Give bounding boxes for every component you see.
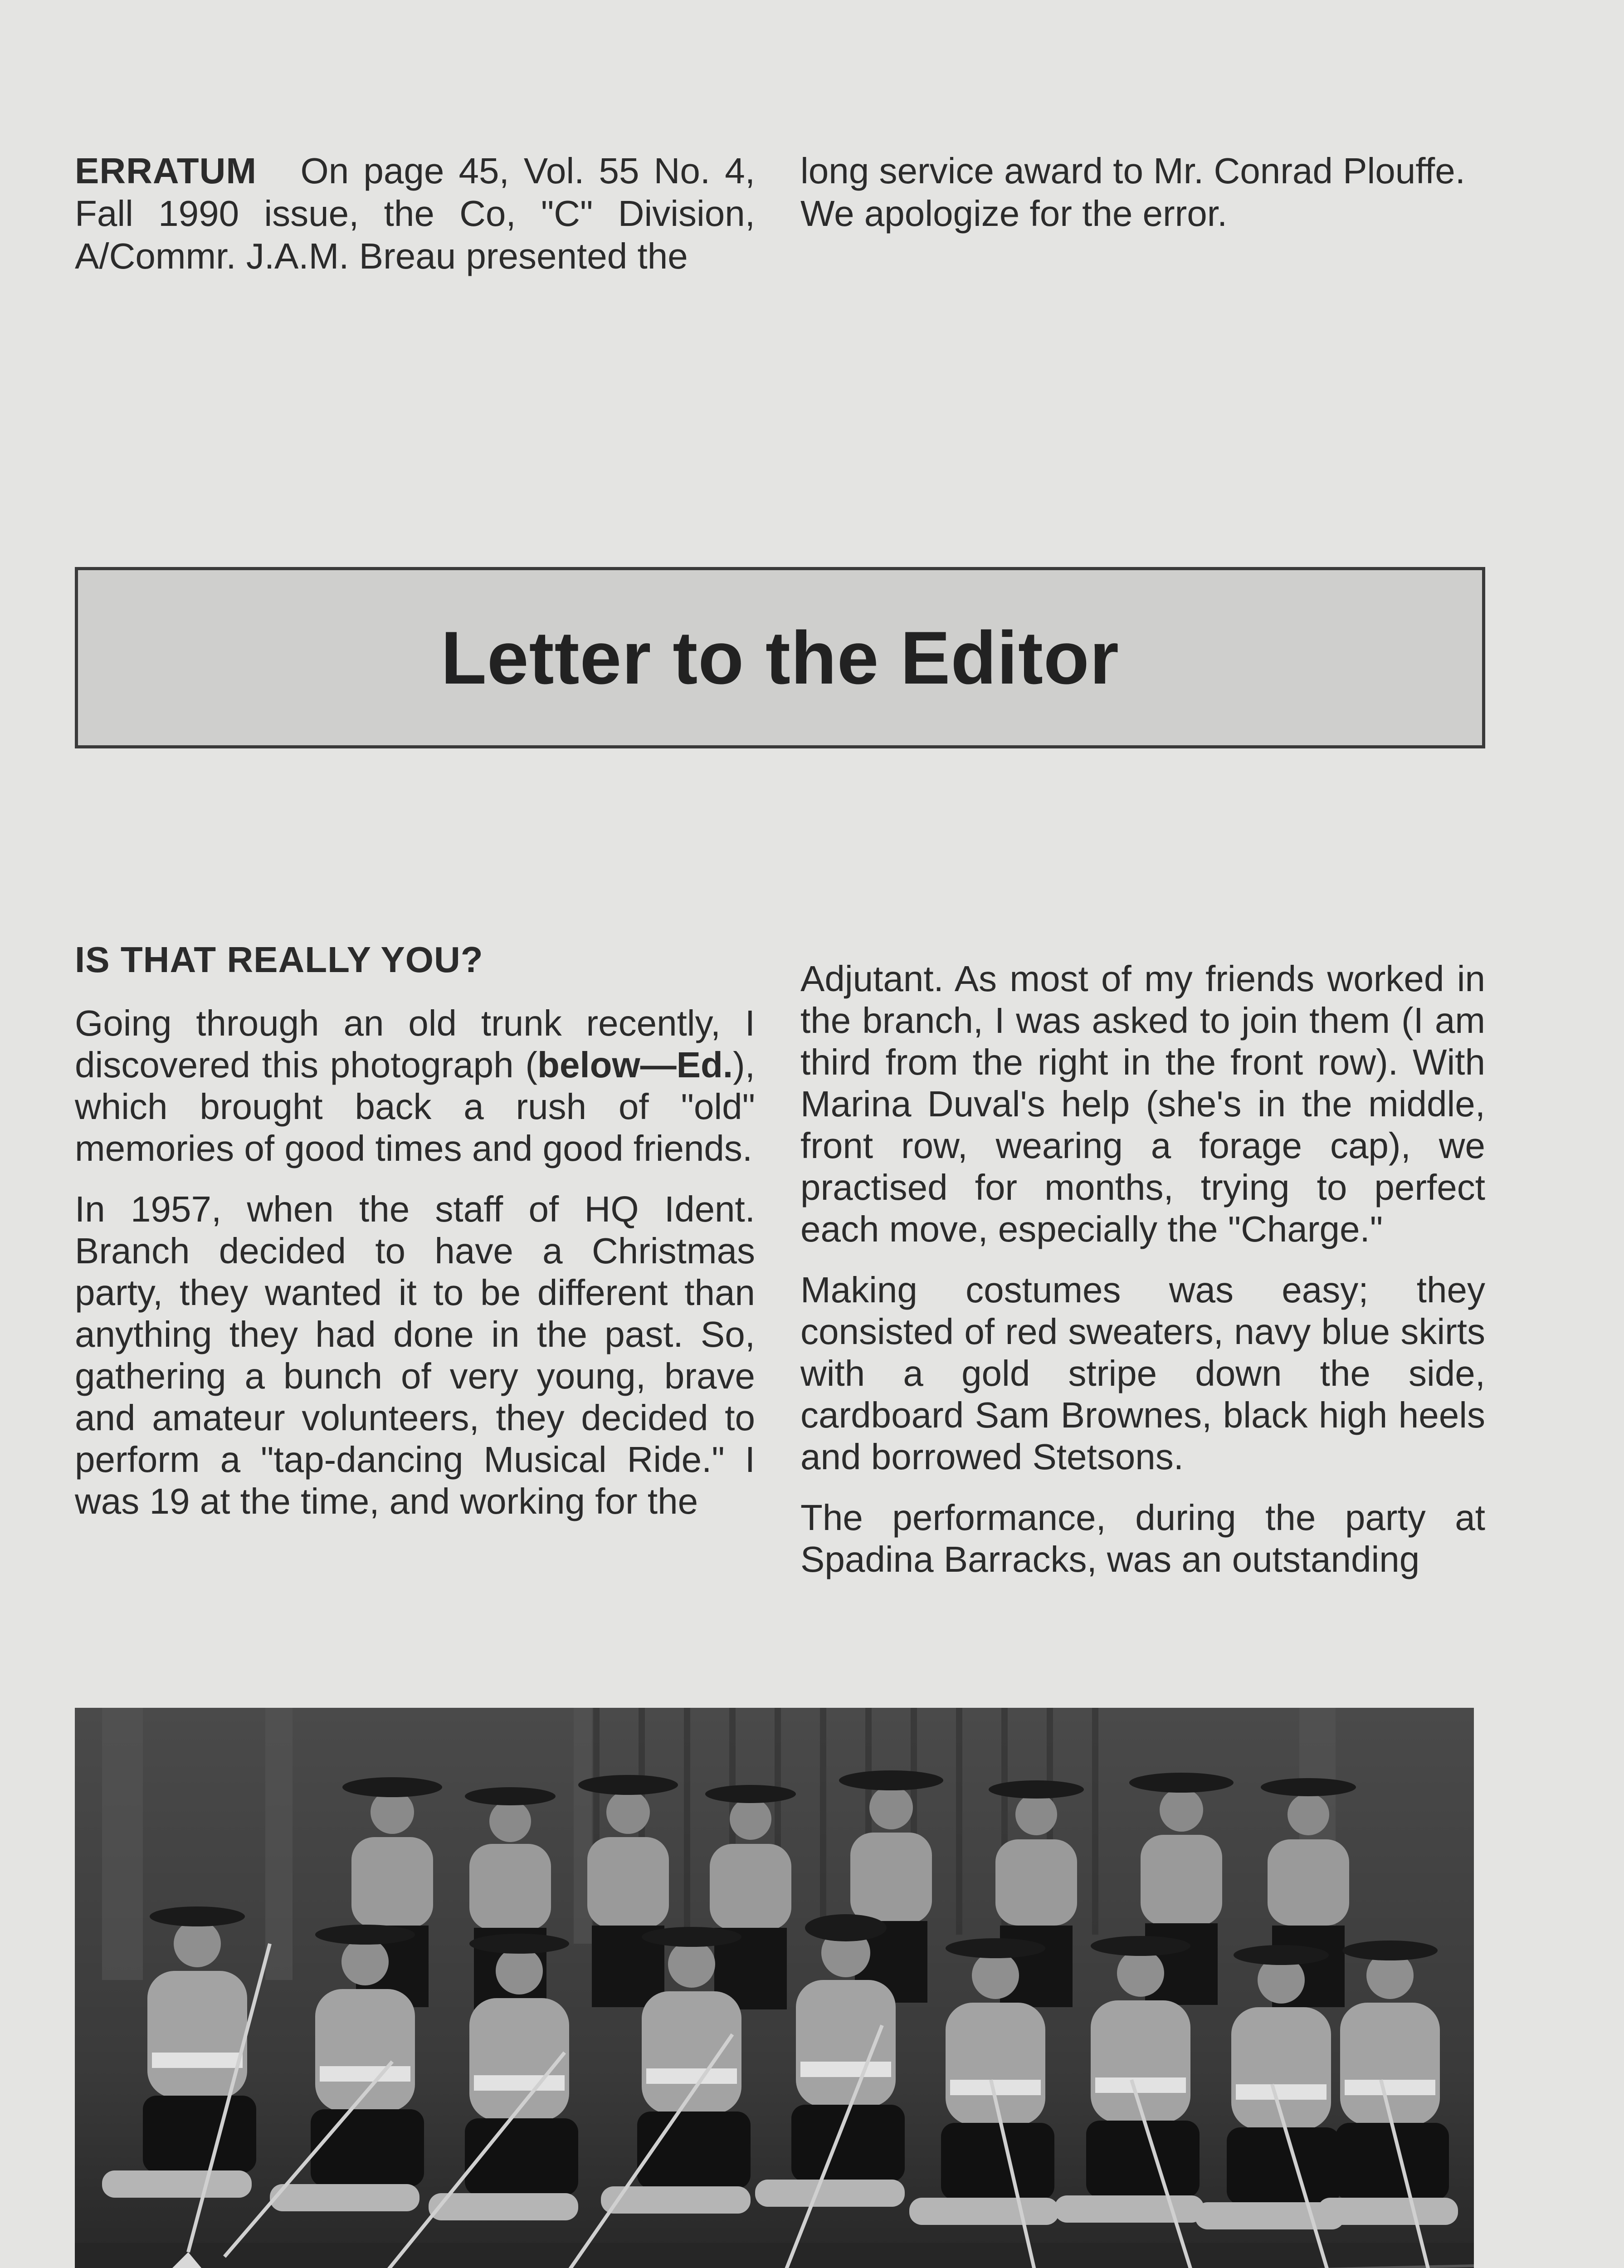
erratum-text-right: long service award to Mr. Conrad Plouffe. We apologize for the error. <box>800 151 1465 234</box>
p1-text-end: ), which brought back a rush of "old" memories of good times and good friends. <box>75 1045 755 1168</box>
article-heading: IS THAT REALLY YOU? <box>75 939 483 980</box>
group-photograph-illustration <box>75 1708 1474 2268</box>
article-column-left <box>75 939 755 1599</box>
p1-editor-note: below—Ed. <box>537 1045 733 1085</box>
erratum-notice <box>75 150 1485 278</box>
erratum-column-left <box>75 150 755 278</box>
letter-article <box>75 939 1485 1599</box>
article-paragraph-4: Making costumes was easy; they consisted of red sweaters, navy blue skirts with a gold stripe down the side, cardboard Sam Brownes, black high heels and borrowed Stetsons. <box>800 1270 1485 1477</box>
erratum-column-right <box>800 150 1485 278</box>
article-paragraph-5: The performance, during the party at Spadina Barracks, was an outstanding <box>800 1497 1485 1579</box>
article-paragraph-1 <box>75 1002 755 1169</box>
p1-text-start: Going through an old trunk recently, I discovered this photograph ( <box>75 1003 755 1085</box>
article-paragraph-2: In 1957, when the staff of HQ Ident. Branch decided to have a Christmas party, they wanted it to be different than anything they had done in the past. So, gathering a bunch of very young, brave and amateur volunteers, they decided to perform a "tap-dancing Musical Ride." I was 19 at the time, and working for the <box>75 1189 755 1521</box>
article-paragraph-3: Adjutant. As most of my friends worked in the branch, I was asked to join them (I am third from the right in the front row). With Marina Duval's help (she's in the middle, front row, wearing a forage cap), we practised for months, trying to perfect each move, especially the "Charge." <box>800 958 1485 1249</box>
erratum-text-left: On page 45, Vol. 55 No. 4, Fall 1990 issue, the Co, "C" Division, A/Commr. J.A.M. Breau presented the <box>75 151 755 276</box>
group-photograph <box>75 1708 1474 2268</box>
section-title: Letter to the Editor <box>441 616 1119 699</box>
section-banner <box>75 567 1485 748</box>
article-column-right <box>800 939 1485 1599</box>
erratum-label: ERRATUM <box>75 151 257 191</box>
